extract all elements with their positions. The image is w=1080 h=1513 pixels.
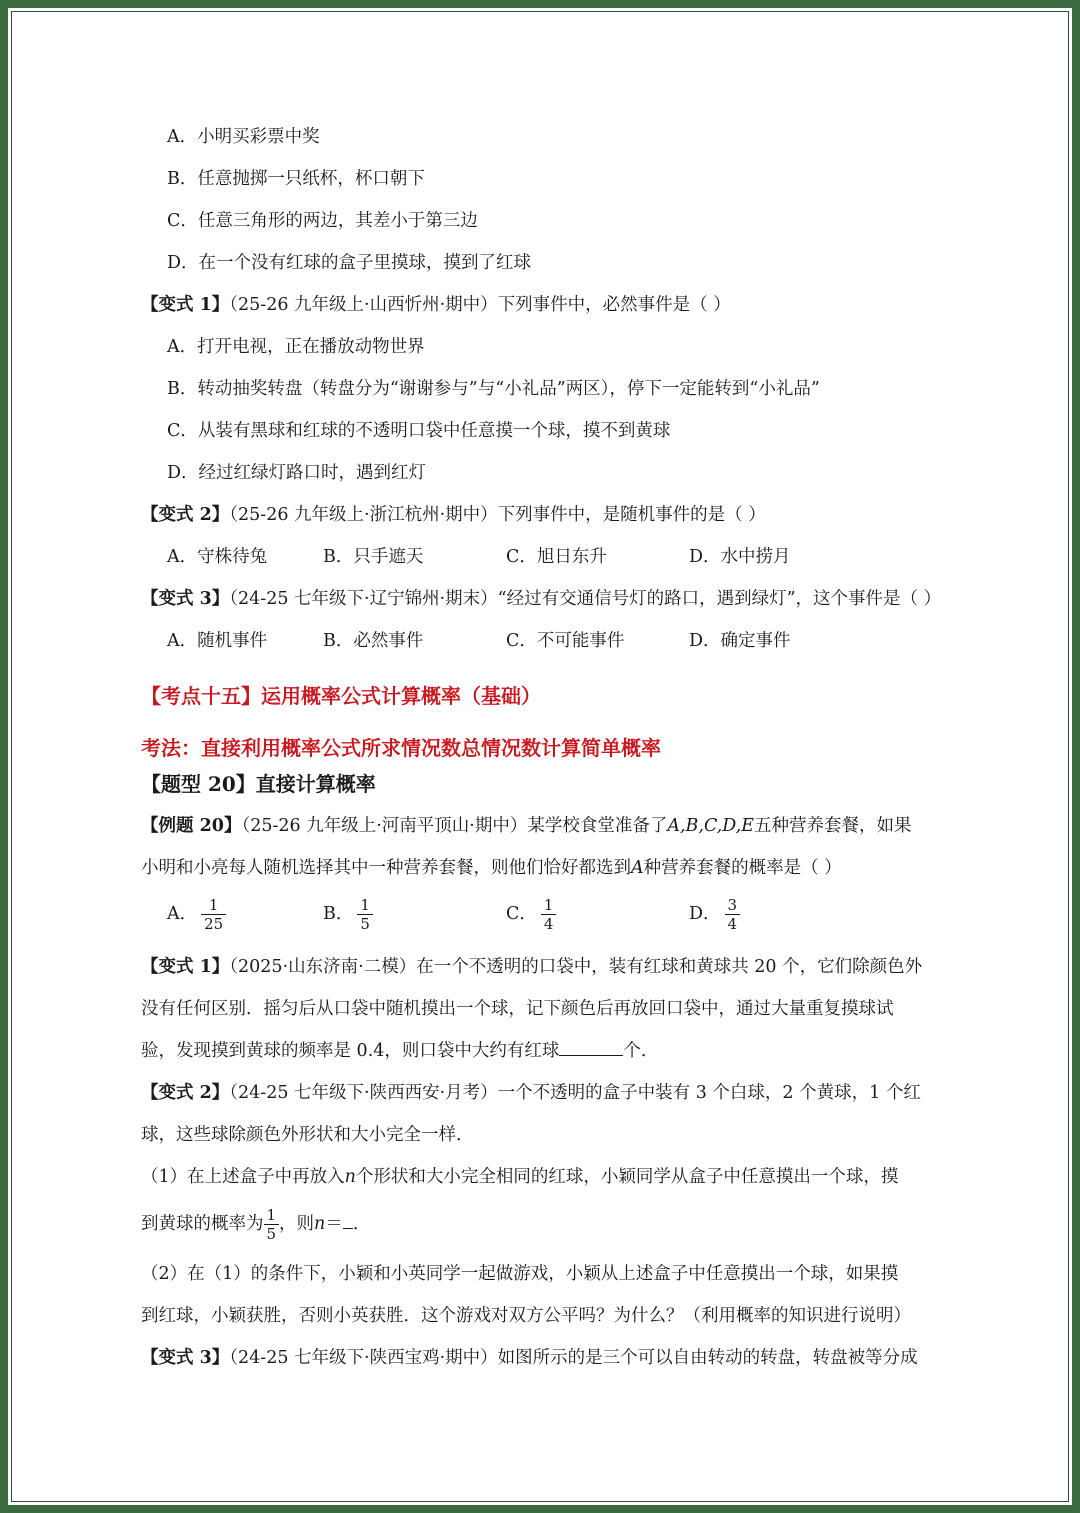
- example-line-1: [141, 814, 912, 838]
- denominator: 25: [204, 915, 224, 933]
- example-text: 五种营养套餐，如果: [754, 816, 912, 836]
- choice-b: [323, 896, 373, 933]
- example-text: （25-26 九年级上·河南平顶山·期中）某学校食堂准备了: [241, 816, 668, 836]
- exercise-1-line-3: [141, 1039, 658, 1063]
- question-text: 验，发现摸到黄球的频率是 0.4，则口袋中大约有红球: [141, 1041, 560, 1061]
- question-type-heading: 【题型 20】直接计算概率: [141, 772, 376, 796]
- math-var: n: [314, 1214, 326, 1234]
- variant-2-question: [141, 503, 766, 527]
- numerator: 3: [725, 896, 741, 915]
- numerator: 1: [357, 896, 373, 915]
- question-text: （1）在上述盒子中再放入: [141, 1167, 345, 1187]
- choice-d: [689, 896, 740, 933]
- exercise-2-q2-line-2: 到红球，小颖获胜，否则小英获胜．这个游戏对双方公平吗？为什么？（利用概率的知识进行说明）: [141, 1306, 911, 1326]
- question-text: （25-26 九年级上·山西忻州·期中）下列事件中，必然事件是（ ）: [229, 295, 731, 315]
- option-a: A．守株待兔: [167, 547, 268, 567]
- variant-tag: 【变式 1】: [141, 295, 230, 315]
- answer-blank[interactable]: [343, 1212, 353, 1229]
- exercise-3-line-1: [141, 1346, 918, 1370]
- method-note: 考法：直接利用概率公式所求情况数总情况数计算简单概率: [141, 736, 661, 760]
- question-text: 到黄球的概率为: [141, 1214, 264, 1234]
- denominator: 5: [266, 1225, 277, 1243]
- option-a: A．打开电视，正在播放动物世界: [167, 337, 425, 357]
- option-c: C．不可能事件: [506, 631, 625, 651]
- option-a: A．随机事件: [167, 631, 268, 651]
- variant-tag: 【变式 2】: [141, 505, 230, 525]
- option-c: C．从装有黑球和红球的不透明口袋中任意摸一个球，摸不到黄球: [167, 421, 671, 441]
- exercise-2-line-2: 球，这些球除颜色外形状和大小完全一样．: [141, 1125, 474, 1145]
- exercise-2-q1-line-1: [141, 1165, 898, 1189]
- numerator: 1: [264, 1206, 280, 1225]
- exercise-2-q1-line-2: [141, 1206, 370, 1243]
- fraction: [357, 896, 373, 933]
- question-text: 个．: [623, 1041, 659, 1061]
- variant-3-question: [141, 587, 941, 611]
- exercise-1-line-1: [141, 955, 922, 979]
- option-c: C．旭日东升: [506, 547, 607, 567]
- answer-blank[interactable]: [559, 1039, 623, 1056]
- option-d: D．确定事件: [689, 631, 791, 651]
- exercise-2-q2-line-1: （2）在（1）的条件下，小颖和小英同学一起做游戏，小颖从上述盒子中任意摸出一个球，如果摸: [141, 1264, 899, 1284]
- math-var: A: [631, 858, 644, 878]
- option-b: B．必然事件: [323, 631, 424, 651]
- variant-tag: 【变式 3】: [141, 1348, 230, 1368]
- option-b: B．只手遮天: [323, 547, 424, 567]
- question-text: （24-25 七年级下·陕西宝鸡·期中）如图所示的是三个可以自由转动的转盘，转盘被等分成: [229, 1348, 918, 1368]
- fraction: [264, 1206, 280, 1243]
- choice-label: D．: [689, 904, 721, 924]
- option-d: D．水中捞月: [689, 547, 791, 567]
- question-text: （25-26 九年级上·浙江杭州·期中）下列事件中，是随机事件的是（ ）: [229, 505, 766, 525]
- question-text: （2025·山东济南·二模）在一个不透明的口袋中，装有红球和黄球共 20 个，它们除颜色外: [229, 957, 923, 977]
- numerator: 1: [541, 896, 557, 915]
- option-a: A．小明买彩票中奖: [167, 127, 320, 147]
- question-text: 个形状和大小完全相同的红球，小颖同学从盒子中任意摸出一个球，摸: [355, 1167, 899, 1187]
- denominator: 5: [360, 915, 370, 933]
- choice-label: A．: [167, 904, 198, 924]
- math-vars: A,B,C,D,E: [667, 816, 755, 836]
- choice-label: B．: [323, 904, 354, 924]
- example-line-2: [141, 856, 842, 880]
- variant-1-question: [141, 293, 731, 317]
- denominator: 4: [727, 915, 738, 933]
- option-d: D．经过红绿灯路口时，遇到红灯: [167, 463, 427, 483]
- section-title: 【考点十五】运用概率公式计算概率（基础）: [141, 684, 541, 708]
- question-text: ，则: [279, 1214, 315, 1234]
- option-b: B．任意抛掷一只纸杯，杯口朝下: [167, 169, 425, 189]
- fraction: [725, 896, 741, 933]
- equals-sign: ＝: [325, 1214, 343, 1234]
- numerator: 1: [201, 896, 226, 915]
- question-text: （24-25 七年级下·陕西西安·月考）一个不透明的盒子中装有 3 个白球，2 个黄球，1 个红: [229, 1083, 921, 1103]
- choice-a: [167, 896, 226, 933]
- example-tag: 【例题 20】: [141, 816, 242, 836]
- denominator: 4: [543, 915, 554, 933]
- math-var: n: [344, 1167, 356, 1187]
- fraction: [541, 896, 557, 933]
- option-c: C．任意三角形的两边，其差小于第三边: [167, 211, 478, 231]
- fraction: [201, 896, 226, 933]
- variant-tag: 【变式 3】: [141, 589, 230, 609]
- exercise-1-line-2: 没有任何区别．摇匀后从口袋中随机摸出一个球，记下颜色后再放回口袋中，通过大量重复摸球试: [141, 999, 894, 1019]
- question-text: （24-25 七年级下·辽宁锦州·期末）“经过有交通信号灯的路口，遇到绿灯”，这个事件是（ ）: [229, 589, 942, 609]
- exercise-2-line-1: [141, 1081, 921, 1105]
- variant-tag: 【变式 2】: [141, 1083, 230, 1103]
- choice-label: C．: [506, 904, 537, 924]
- option-d: D．在一个没有红球的盒子里摸球，摸到了红球: [167, 253, 532, 273]
- option-b: B．转动抽奖转盘（转盘分为“谢谢参与”与“小礼品”两区），停下一定能转到“小礼品”: [167, 379, 820, 399]
- example-text: 种营养套餐的概率是（ ）: [643, 858, 842, 878]
- question-text: ．: [352, 1214, 371, 1234]
- example-text: 小明和小亮每人随机选择其中一种营养套餐，则他们恰好都选到: [141, 858, 631, 878]
- variant-tag: 【变式 1】: [141, 957, 230, 977]
- choice-c: [506, 896, 556, 933]
